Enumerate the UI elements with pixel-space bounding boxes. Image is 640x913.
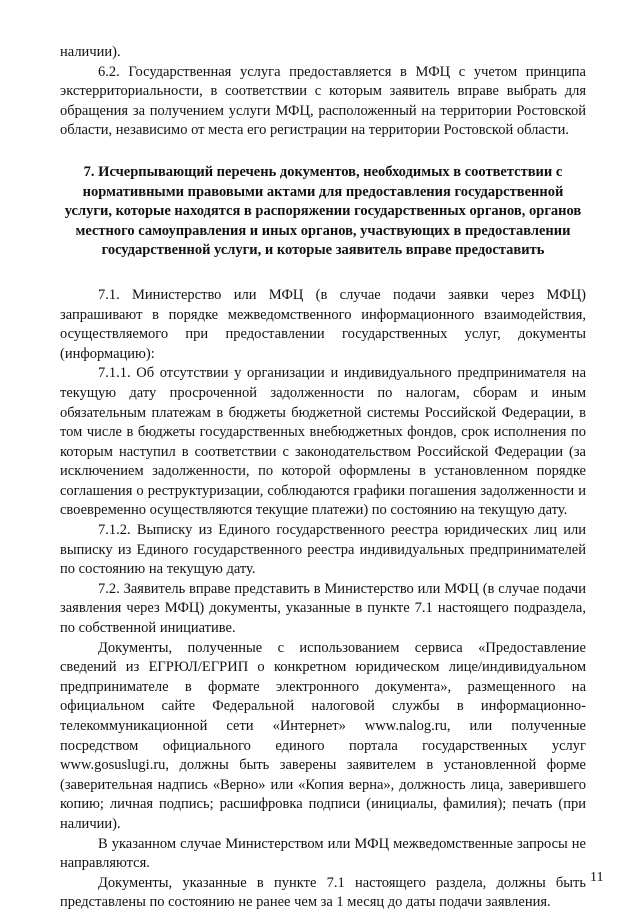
paragraph-no-requests: В указанном случае Министерством или МФЦ межведомственные запросы не направляются. (60, 835, 586, 872)
paragraph-continuation: наличии). (60, 44, 121, 60)
paragraph-6-2: 6.2. Государственная услуга предоставляется в МФЦ с учетом принципа экстерриториальности, в соответствии с которым заявитель вправе выбрать для обращения за получением услуги МФЦ, расположенный на территории Ростовской области, независимо от места его регистрации на территории Ростовской области. (60, 63, 586, 139)
paragraph-documents-egrul: Документы, полученные с использованием сервиса «Предоставление сведений из ЕГРЮЛ/ЕГРИП о конкретном юридическом лице/индивидуальном предпринимателе в формате электронного документа», размещенного на официальном сайте Федеральной налоговой службы в информационно-телекоммуникационной сети «Интернет» www.nalog.ru, или полученные посредством официального единого портала государственных услуг www.gosuslugi.ru, должны быть заверены заявителем в установленной форме (заверительная надпись «Верно» или «Копия верна», должность лица, заверившего копию; личная подпись; расшифровка подписи (инициалы, фамилия); печать (при наличии). (60, 639, 586, 832)
paragraph-7-1-2: 7.1.2. Выписку из Единого государственного реестра юридических лиц или выписку из Единого государственного реестра индивидуальных предпринимателей по состоянию на текущую дату. (60, 522, 586, 578)
paragraph-documents-date: Документы, указанные в пункте 7.1 настоящего раздела, должны быть представлены по состоянию не ранее чем за 1 месяц до даты подачи заявления. (60, 874, 586, 911)
page-number: 11 (590, 870, 604, 885)
paragraph-7-2: 7.2. Заявитель вправе представить в Министерство или МФЦ (в случае подачи заявления через МФЦ) документы, указанные в пункте 7.1 настоящего подраздела, по собственной инициативе. (60, 580, 586, 637)
paragraph-7-1: 7.1. Министерство или МФЦ (в случае подачи заявки через МФЦ) запрашивают в порядке межведомственного информационного взаимодействия, осуществляемого при предоставлении государственных услуг, документы (информацию): (60, 286, 586, 362)
section-heading: 7. Исчерпывающий перечень документов, необходимых в соответствии с нормативными правовыми актами для предоставления государственной услуги, которые находятся в распоряжении государственных органов, органов местного самоуправления и иных органов, участвующих в предоставлении государственной услуги, и которые заявитель вправе предоставить (64, 163, 582, 259)
paragraph-7-1-1: 7.1.1. Об отсутствии у организации и индивидуального предпринимателя на текущую дату просроченной задолженности по налогам, сборам и иным обязательным платежам в бюджеты бюджетной системы Российской Федерации, в том числе в бюджеты государственных внебюджетных фондов, срок исполнения по которым наступил в соответствии с законодательством Российской Федерации (за исключением задолженности, по которой оформлены в установленном порядке соглашения о реструктуризации, соблюдаются графики погашения задолженности и своевременно осуществляются текущие платежи) по состоянию на текущую дату. (60, 365, 586, 519)
document-page (60, 43, 586, 913)
